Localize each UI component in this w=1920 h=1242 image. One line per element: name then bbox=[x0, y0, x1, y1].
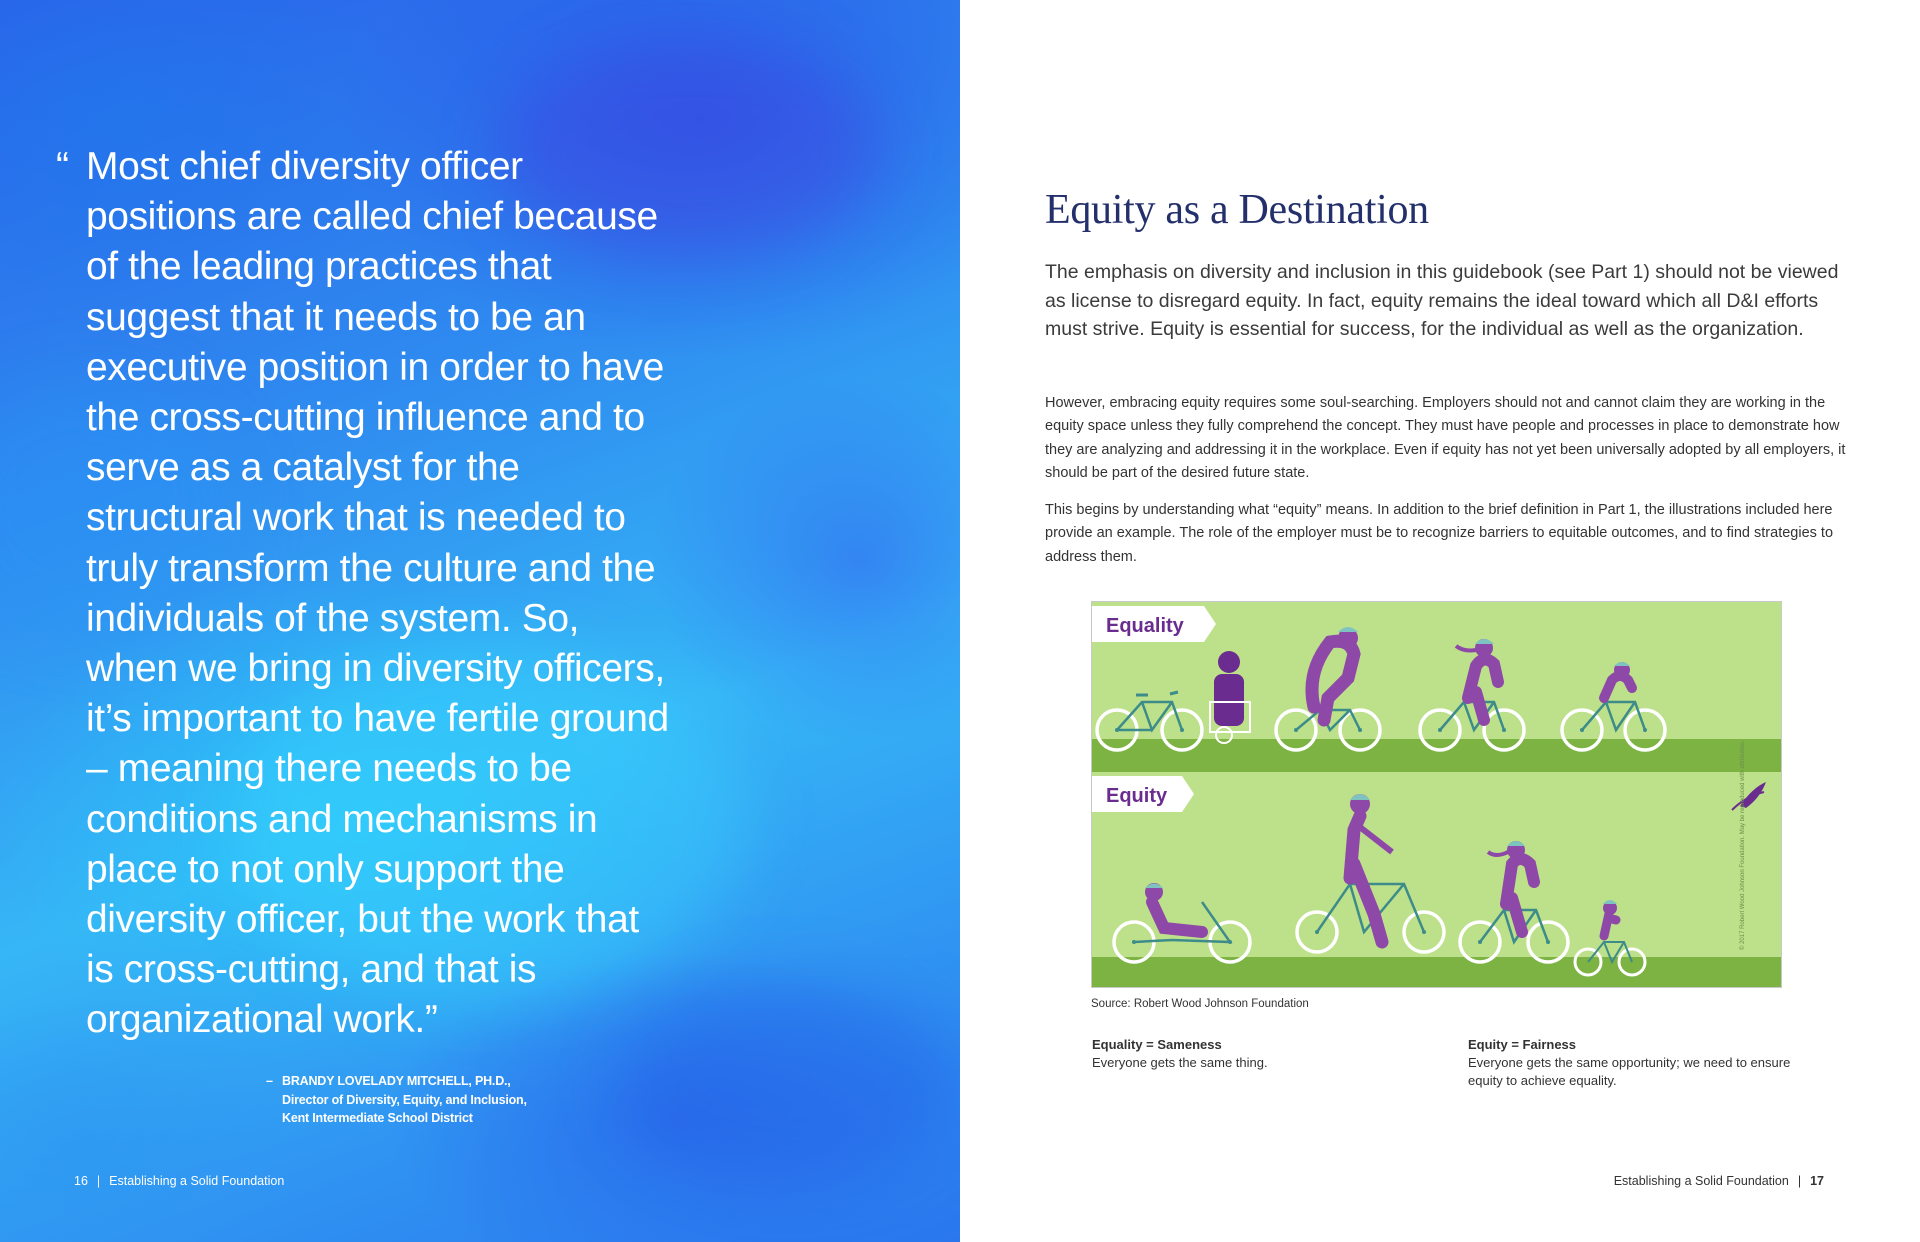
equality-equity-illustration bbox=[1091, 601, 1782, 988]
footer-section: Establishing a Solid Foundation bbox=[1613, 1174, 1789, 1188]
quote-open-mark: “ bbox=[56, 145, 69, 188]
section-title: Equity as a Destination bbox=[1045, 187, 1429, 233]
equality-panel bbox=[1092, 602, 1782, 772]
body-paragraph: This begins by understanding what “equity” means. In addition to the brief definition in Part 1, the illustrations included here provide an example. The role of the employer must be to recognize barriers to equitable outcomes, and to find strategies to address them. bbox=[1045, 502, 1834, 565]
bicycle-illustration bbox=[1092, 602, 1782, 988]
attribution-title: Director of Diversity, Equity, and Inclusion, bbox=[282, 1092, 527, 1107]
ground-strip bbox=[1092, 957, 1782, 988]
equity-panel bbox=[1092, 740, 1782, 988]
footer-left bbox=[74, 1174, 284, 1188]
quote-text: Most chief diversity officer positions are called chief because of the leading practices that suggest that it needs to be an executive position in order to have the cross-cutting influence and to serve as a catalyst for the structural work that is needed to truly transform the culture and the individuals of the system. So, when we bring in diversity officers, it’s important to have fertile ground – meaning there needs to be conditions and mechanisms in place to not only support the diversity officer, but the work that is cross-cutting, and that is organizational work.” bbox=[86, 145, 669, 1042]
caption-title: Equality = Sameness bbox=[1092, 1037, 1222, 1052]
copyright-note: © 2017 Robert Wood Johnson Foundation. May be reproduced with attribution. bbox=[1740, 740, 1746, 950]
body-paragraph: However, embracing equity requires some soul-searching. Employers should not and cannot claim they are working in the equity space unless they fully comprehend the concept. They must have people and processes in place to demonstrate how they are analyzing and addressing it in the workplace. Even if equity has not yet been universally adopted by all employers, it should be part of the desired future state. bbox=[1045, 395, 1846, 482]
equity-label: Equity bbox=[1106, 785, 1168, 807]
caption-equity bbox=[1468, 1036, 1798, 1090]
figure-source: Source: Robert Wood Johnson Foundation bbox=[1091, 998, 1309, 1010]
quote-attribution bbox=[266, 1072, 527, 1128]
caption-text: Everyone gets the same thing. bbox=[1092, 1055, 1268, 1070]
footer-section: Establishing a Solid Foundation bbox=[109, 1174, 285, 1188]
caption-title: Equity = Fairness bbox=[1468, 1037, 1577, 1052]
footer-separator: | bbox=[96, 1174, 101, 1188]
right-page bbox=[960, 0, 1920, 1242]
page-number: 16 bbox=[74, 1174, 88, 1188]
panel-background bbox=[1092, 772, 1782, 988]
pull-quote bbox=[56, 142, 672, 1046]
caption-equality bbox=[1092, 1036, 1412, 1072]
footer-right bbox=[1614, 1174, 1824, 1188]
lead-paragraph: The emphasis on diversity and inclusion in this guidebook (see Part 1) should not be viewed as license to disregard equity. In fact, equity remains the ideal toward which all D&I efforts must strive. Equity is essential for success, for the individual as well as the organization. bbox=[1045, 261, 1839, 341]
caption-text: Everyone gets the same opportunity; we need to ensure equity to achieve equality. bbox=[1468, 1055, 1791, 1088]
page-number: 17 bbox=[1810, 1174, 1824, 1188]
attribution-dash: – bbox=[266, 1074, 273, 1088]
attribution-name: BRANDY LOVELADY MITCHELL, PH.D., bbox=[282, 1074, 511, 1088]
attribution-org: Kent Intermediate School District bbox=[282, 1111, 473, 1125]
equality-label: Equality bbox=[1106, 615, 1184, 637]
footer-separator: | bbox=[1797, 1174, 1802, 1188]
